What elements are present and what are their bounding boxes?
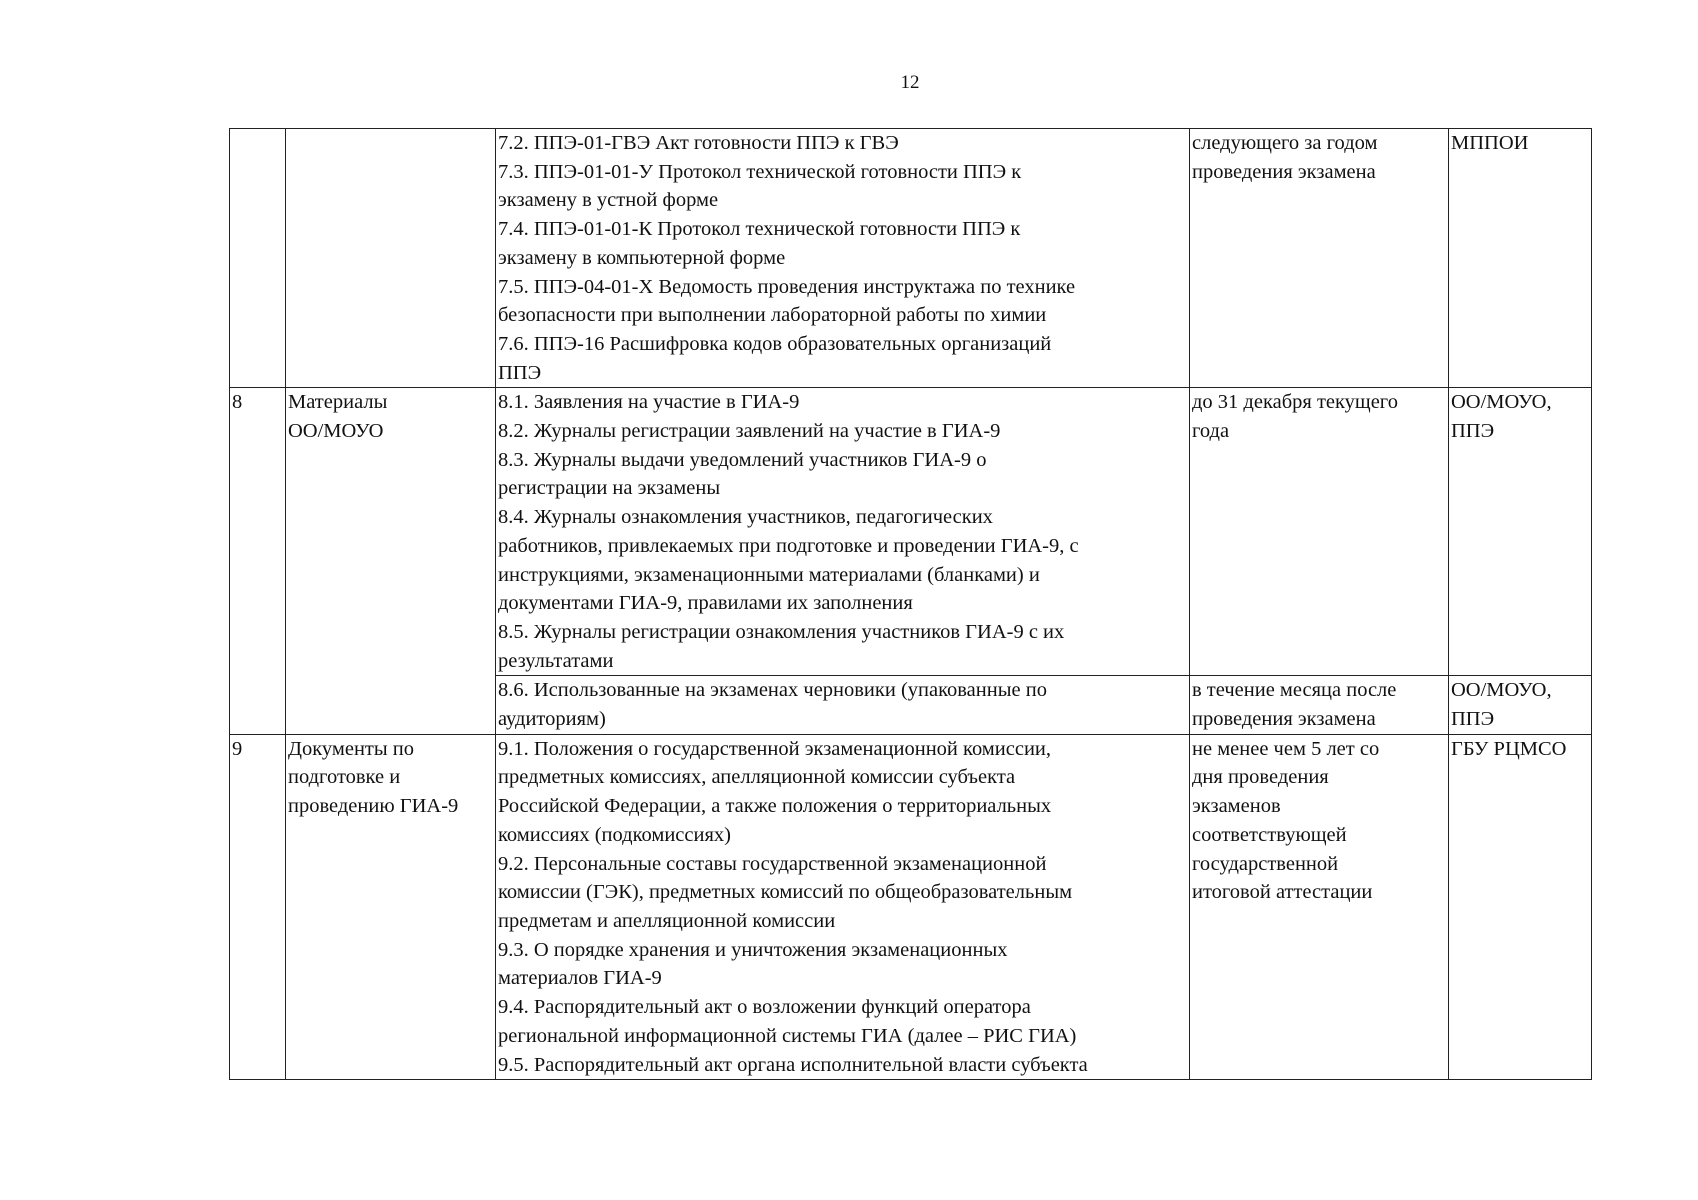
cell-line: МППОИ [1451, 132, 1529, 154]
cell-line: 8.3. Журналы выдачи уведомлений участников ГИА-9 о [498, 448, 987, 471]
page-number: 12 [900, 72, 920, 93]
cell-line: 8.2. Журналы регистрации заявлений на участие в ГИА-9 [498, 420, 1001, 443]
cell-line: комиссиях (подкомиссиях) [498, 823, 731, 846]
cell-line: 7.6. ППЭ-16 Расшифровка кодов образовательных организаций [498, 332, 1052, 355]
cell-line: подготовке и [288, 766, 401, 789]
cell-line: 9.4. Распорядительный акт о возложении функций оператора [498, 996, 1031, 1019]
cell-line: ОО/МОУО [288, 420, 384, 443]
cell-line: регистрации на экзамены [498, 477, 721, 500]
cell-line: ППЭ [1451, 708, 1495, 731]
table-row [230, 388, 1592, 676]
cell-number: 9 [230, 734, 286, 1079]
cell-line: ОО/МОУО, [1451, 391, 1552, 414]
cell-documents [496, 734, 1190, 1079]
cell-line: ППЭ [1451, 420, 1495, 443]
cell-line: Документы по [288, 737, 415, 760]
cell-place [1449, 129, 1592, 388]
cell-line: не менее чем 5 лет со [1192, 737, 1380, 760]
cell-line: 7.4. ППЭ-01-01-К Протокол технической готовности ППЭ к [498, 218, 1021, 241]
cell-place [1449, 388, 1592, 676]
cell-line: государственной [1192, 852, 1339, 875]
cell-line: безопасности при выполнении лабораторной работы по химии [498, 304, 1047, 327]
cell-line: результатами [498, 649, 614, 672]
cell-line: Российской Федерации, а также положения о территориальных [498, 795, 1052, 818]
cell-line: 8.4. Журналы ознакомления участников, педагогических [498, 506, 993, 529]
cell-line: 9.2. Персональные составы государственной экзаменационной [498, 852, 1047, 875]
cell-line: проведению ГИА-9 [288, 795, 459, 818]
cell-line: в течение месяца после [1192, 679, 1397, 702]
cell-name [286, 734, 496, 1079]
cell-line: Материалы [288, 391, 388, 414]
cell-line: аудиториям) [498, 708, 606, 731]
cell-line: 8.5. Журналы регистрации ознакомления участников ГИА-9 с их [498, 620, 1065, 643]
cell-line: комиссии (ГЭК), предметных комиссий по общеобразовательным [498, 881, 1073, 904]
cell-line: следующего за годом [1192, 132, 1378, 154]
cell-line: 7.5. ППЭ-04-01-Х Ведомость проведения инструктажа по технике [498, 275, 1076, 298]
cell-line: до 31 декабря текущего [1192, 391, 1398, 414]
cell-line: экзамену в устной форме [498, 189, 719, 212]
cell-line: соответствующей [1192, 823, 1347, 846]
cell-place [1449, 734, 1592, 1079]
cell-line: региональной информационной системы ГИА (далее – РИС ГИА) [498, 1024, 1077, 1047]
table-row [230, 734, 1592, 1079]
cell-line: инструкциями, экзаменационными материалами (бланками) и [498, 563, 1040, 586]
records-table [229, 128, 1592, 1080]
cell-line: предметам и апелляционной комиссии [498, 909, 836, 932]
cell-line: документами ГИА-9, правилами их заполнения [498, 592, 913, 615]
cell-line: года [1192, 420, 1230, 443]
cell-line: материалов ГИА-9 [498, 967, 662, 990]
cell-line: 8.1. Заявления на участие в ГИА-9 [498, 391, 800, 414]
cell-term [1190, 676, 1449, 734]
cell-place [1449, 676, 1592, 734]
cell-documents [496, 388, 1190, 676]
cell-line: ОО/МОУО, [1451, 679, 1552, 702]
cell-line: ГБУ РЦМСО [1451, 737, 1567, 760]
cell-line: 9.3. О порядке хранения и уничтожения экзаменационных [498, 938, 1008, 961]
cell-line: работников, привлекаемых при подготовке и проведении ГИА-9, с [498, 534, 1079, 557]
cell-line: проведения экзамена [1192, 708, 1376, 731]
cell-line: 9.1. Положения о государственной экзаменационной комиссии, [498, 737, 1052, 760]
cell-line: экзаменов [1192, 795, 1281, 818]
cell-line: итоговой аттестации [1192, 881, 1373, 904]
cell-line: экзамену в компьютерной форме [498, 246, 786, 269]
cell-line: дня проведения [1192, 766, 1329, 789]
cell-name [286, 388, 496, 734]
cell-line: 9.5. Распорядительный акт органа исполнительной власти субъекта [498, 1053, 1088, 1076]
cell-number [230, 129, 286, 388]
cell-line: 8.6. Использованные на экзаменах черновики (упакованные по [498, 679, 1047, 702]
cell-line: 7.3. ППЭ-01-01-У Протокол технической готовности ППЭ к [498, 160, 1022, 183]
cell-line: предметных комиссиях, апелляционной комиссии субъекта [498, 766, 1016, 789]
table-row [230, 129, 1592, 388]
cell-term [1190, 734, 1449, 1079]
cell-name [286, 129, 496, 388]
cell-number: 8 [230, 388, 286, 734]
cell-line: ППЭ [498, 361, 542, 384]
cell-documents [496, 676, 1190, 734]
cell-documents [496, 129, 1190, 388]
cell-line: проведения экзамена [1192, 160, 1376, 183]
cell-term [1190, 129, 1449, 388]
cell-term [1190, 388, 1449, 676]
cell-line: 7.2. ППЭ-01-ГВЭ Акт готовности ППЭ к ГВЭ [498, 132, 899, 154]
